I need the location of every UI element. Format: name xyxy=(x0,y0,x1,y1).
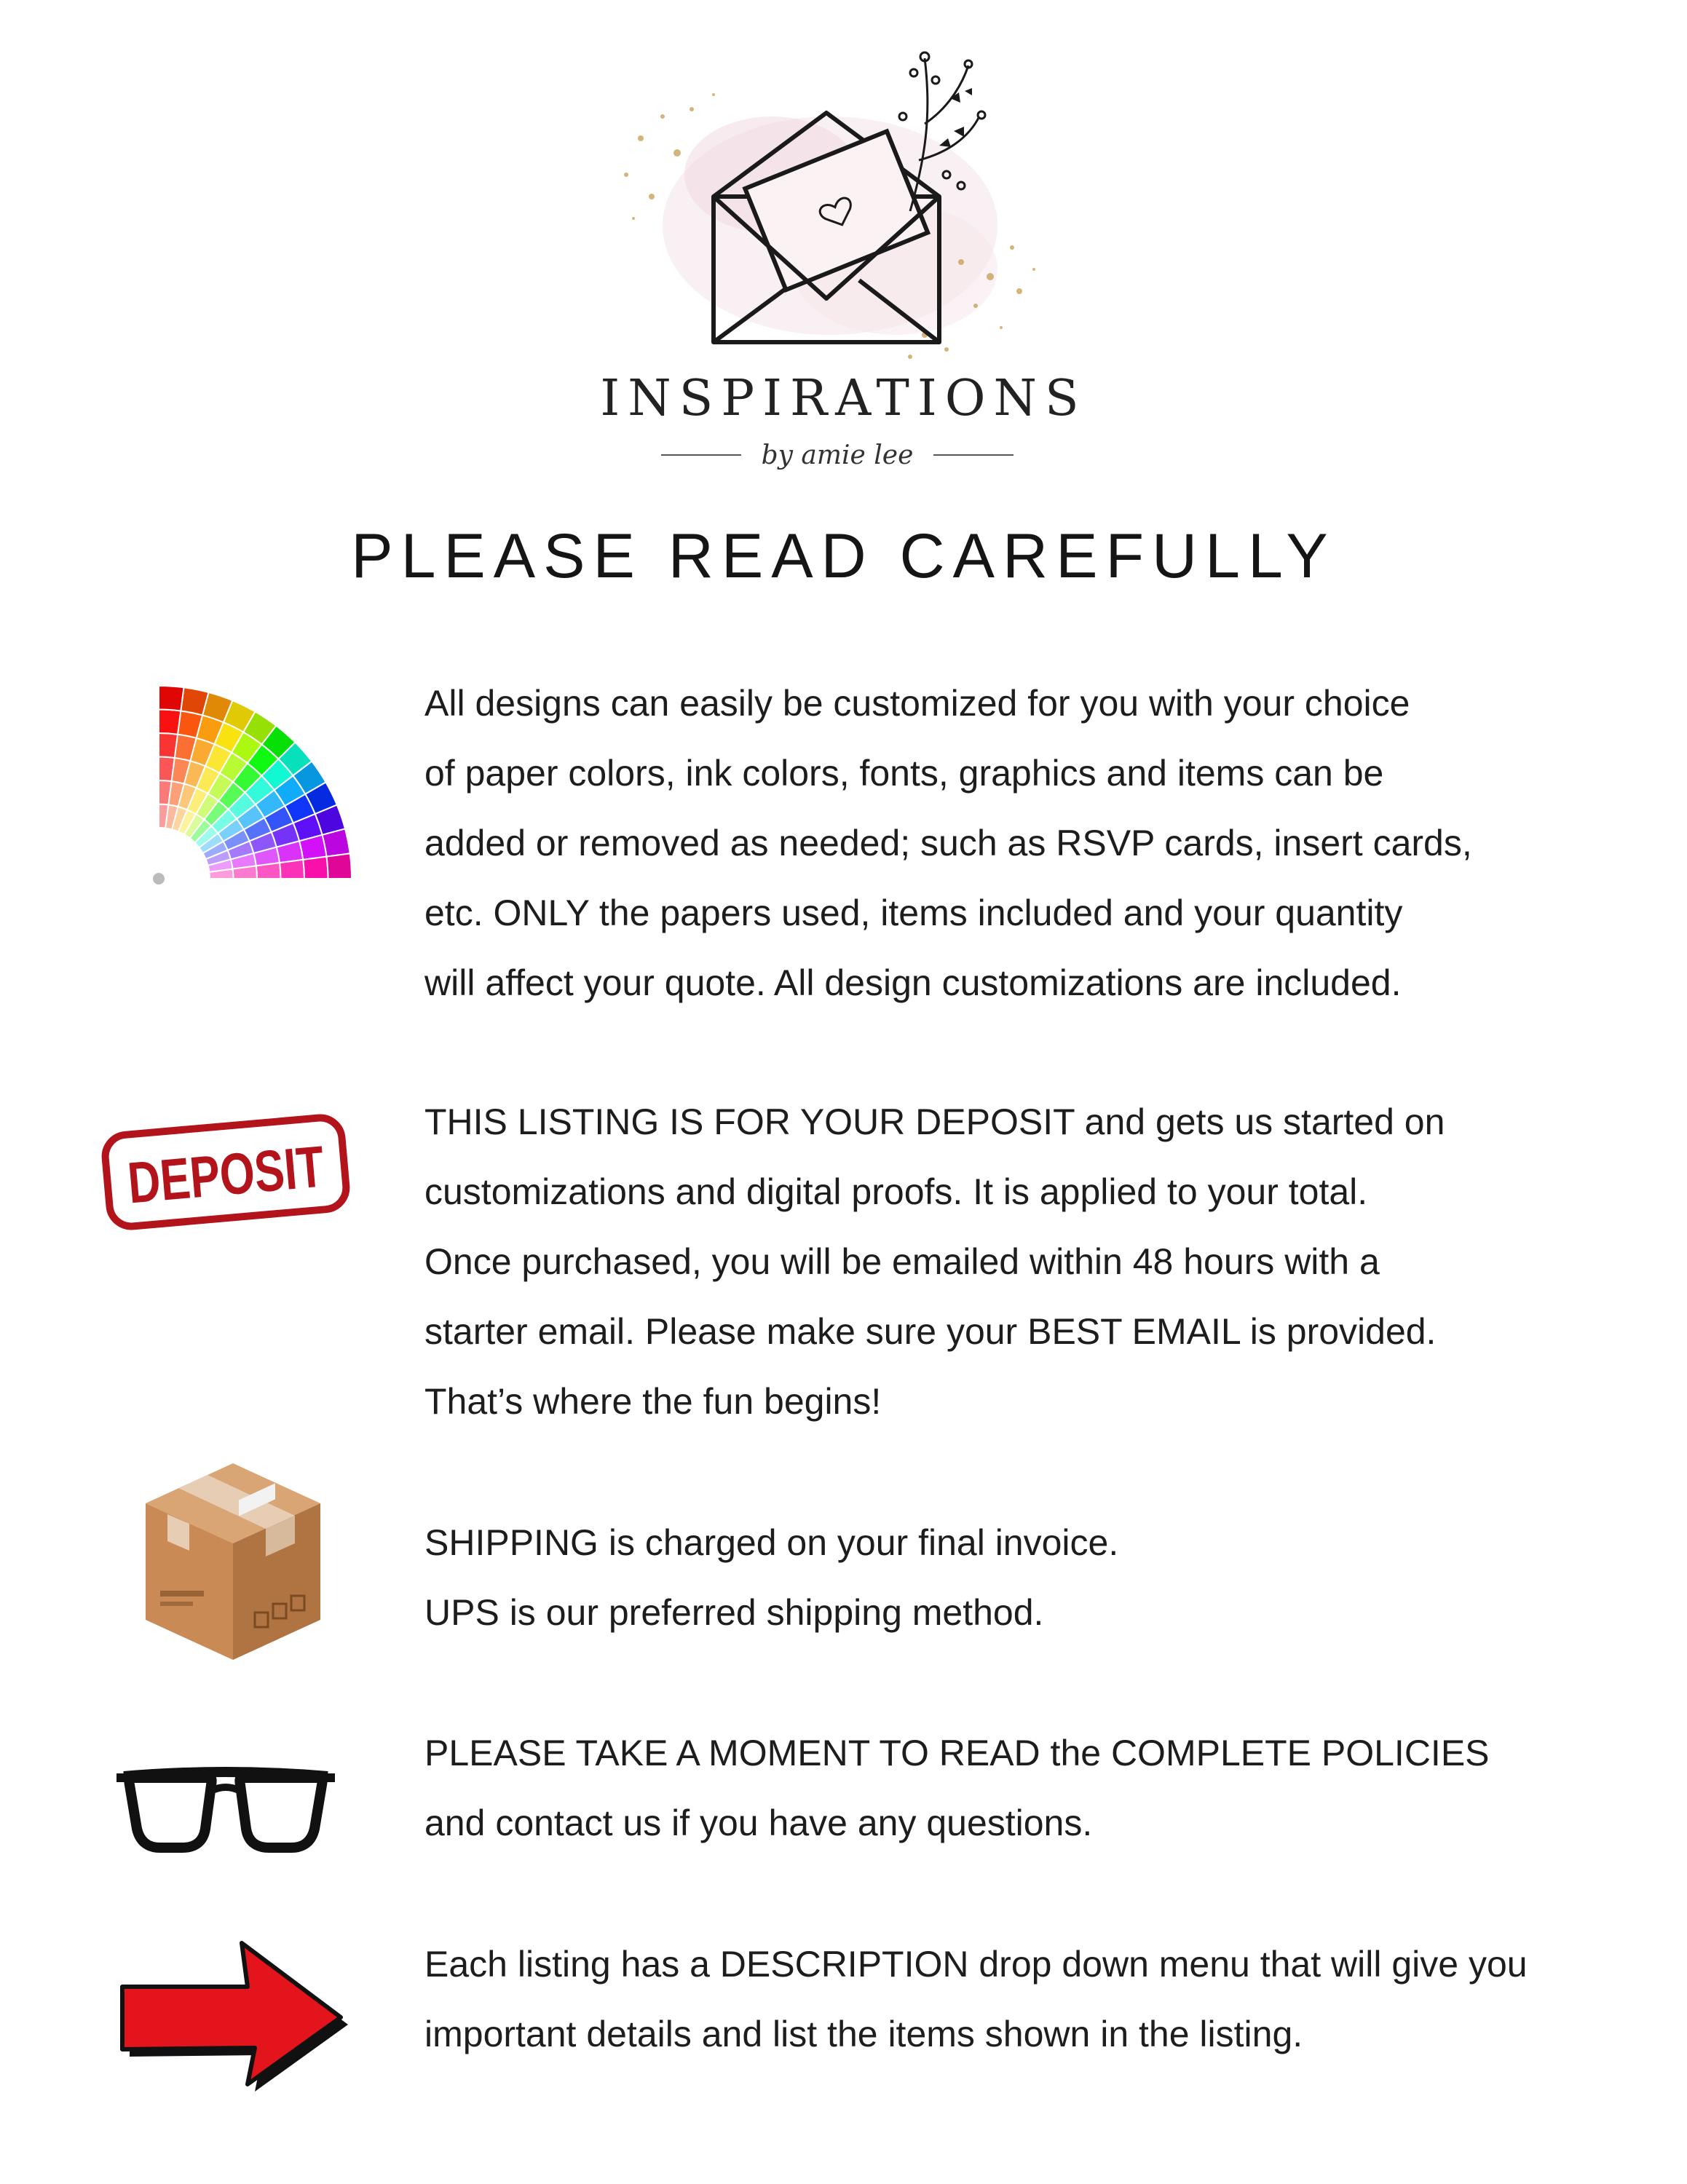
swatch-band xyxy=(159,686,184,711)
section-shipping xyxy=(424,1508,1662,1647)
section-customization xyxy=(424,668,1662,1018)
section-text-line: THIS LISTING IS FOR YOUR DEPOSIT and gets us started on xyxy=(424,1101,1445,1142)
brand-name: INSPIRATIONS xyxy=(600,370,1087,427)
section-deposit xyxy=(424,1087,1662,1436)
section-text-line: UPS is our preferred shipping method. xyxy=(424,1592,1044,1633)
section-description-menu xyxy=(424,1929,1662,2069)
section-text-line: customizations and digital proofs. It is applied to your total. xyxy=(424,1171,1368,1212)
page-headline: PLEASE READ CAREFULLY xyxy=(351,521,1336,591)
section-text-line: Once purchased, you will be emailed within 48 hours with a xyxy=(424,1241,1380,1282)
section-text-line: PLEASE TAKE A MOMENT TO READ the COMPLETE POLICIES xyxy=(424,1733,1490,1773)
color-swatch-fan-icon xyxy=(116,681,349,906)
swatch-band xyxy=(233,866,257,879)
shipping-box-icon xyxy=(138,1456,328,1667)
section-text-line: That’s where the fun begins! xyxy=(424,1381,882,1422)
swatch-band xyxy=(303,857,328,879)
section-text-line: Each listing has a DESCRIPTION drop down menu that will give you xyxy=(424,1944,1528,1985)
brand-tagline: by amie lee xyxy=(761,440,914,470)
tagline-divider-left xyxy=(661,454,741,456)
section-text-line: added or removed as needed; such as RSVP cards, insert cards, xyxy=(424,823,1472,863)
section-text-line: SHIPPING is charged on your final invoice. xyxy=(424,1522,1119,1563)
svg-text:DEPOSIT: DEPOSIT xyxy=(125,1128,386,1216)
deposit-stamp-icon xyxy=(98,1110,386,1234)
section-text-line: important details and list the items shown in the listing. xyxy=(424,2014,1303,2054)
section-text-line: etc. ONLY the papers used, items included and your quantity xyxy=(424,893,1403,933)
section-text-line: of paper colors, ink colors, fonts, graphics and items can be xyxy=(424,753,1384,794)
glasses-icon xyxy=(116,1762,335,1856)
section-text-line: and contact us if you have any questions. xyxy=(424,1803,1093,1843)
section-text-line: starter email. Please make sure your BEST EMAIL is provided. xyxy=(424,1311,1437,1352)
tagline-divider-right xyxy=(933,454,1014,456)
red-arrow-icon xyxy=(116,1940,357,2100)
swatch-band xyxy=(280,860,304,879)
section-text-line: will affect your quote. All design customizations are included. xyxy=(424,962,1402,1003)
section-text-line: All designs can easily be customized for you with your choice xyxy=(424,683,1410,724)
swatch-band xyxy=(256,863,281,879)
swatch-band xyxy=(327,853,352,879)
brand-tagline-row xyxy=(655,437,1019,473)
section-policies xyxy=(424,1718,1662,1858)
